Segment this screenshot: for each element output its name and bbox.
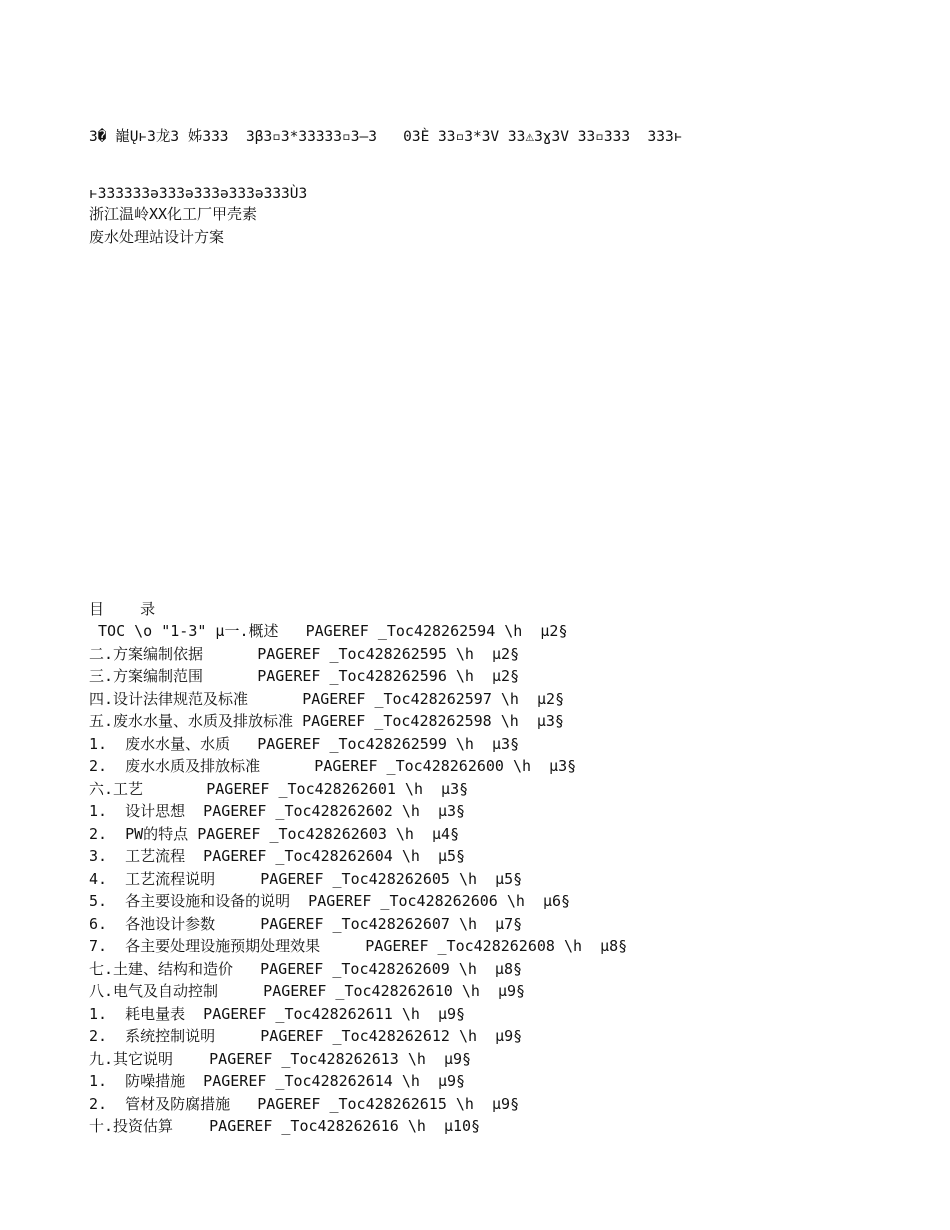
toc-entry: 2. 管材及防腐措施 PAGEREF _Toc428262615 \h µ9§ (89, 1094, 520, 1113)
toc-entry: 1. 废水水量、水质 PAGEREF _Toc428262599 \h µ3§ (89, 734, 520, 753)
toc-entry: 二.方案编制依据 PAGEREF _Toc428262595 \h µ2§ (89, 644, 520, 663)
toc-entry: 2. PW的特点 PAGEREF _Toc428262603 \h µ4§ (89, 824, 460, 843)
toc-entry: 三.方案编制范围 PAGEREF _Toc428262596 \h µ2§ (89, 667, 520, 685)
toc-entry: TOC \o "1-3" µ一.概述 PAGEREF _Toc428262594 \h µ2§ (89, 622, 568, 640)
toc-entry: 6. 各池设计参数 PAGEREF _Toc428262607 \h µ7§ (89, 914, 523, 933)
toc-entry: 十.投资估算 PAGEREF _Toc428262616 \h µ10§ (89, 1117, 481, 1135)
toc-heading: 目 录 (89, 600, 156, 618)
toc-entry: 四.设计法律规范及标准 PAGEREF _Toc428262597 \h µ2§ (89, 689, 565, 708)
title-line-2: 废水处理站设计方案 (89, 228, 225, 246)
toc-entry: 2. 废水水质及排放标准 PAGEREF _Toc428262600 \h µ3§ (89, 757, 577, 775)
document-title (89, 203, 257, 249)
garbled-line-2: ⱶ333333ə333ə333ə333ə333Ù3 (89, 186, 308, 202)
toc-entry: 1. 设计思想 PAGEREF _Toc428262602 \h µ3§ (89, 802, 466, 820)
garbled-line-1: 3� 巃Ųⱶ3龙3 姊333 3β3▫3*33333▫3‒3 03È 33▫3*3V 33⚠3ɣ3V 33▫333 333ⱶ (89, 129, 683, 145)
toc-entry: 4. 工艺流程说明 PAGEREF _Toc428262605 \h µ5§ (89, 869, 523, 888)
toc-entry: 五.废水水量、水质及排放标准 PAGEREF _Toc428262598 \h µ3§ (89, 712, 564, 730)
toc-entry: 1. 防噪措施 PAGEREF _Toc428262614 \h µ9§ (89, 1072, 466, 1090)
toc-entry: 八.电气及自动控制 PAGEREF _Toc428262610 \h µ9§ (89, 982, 526, 1000)
toc-entry: 7. 各主要处理设施预期处理效果 PAGEREF _Toc428262608 \h µ8§ (89, 937, 628, 955)
toc-entry: 5. 各主要设施和设备的说明 PAGEREF _Toc428262606 \h µ6§ (89, 892, 571, 910)
toc-entry: 九.其它说明 PAGEREF _Toc428262613 \h µ9§ (89, 1049, 472, 1068)
title-line-1: 浙江温岭XX化工厂甲壳素 (89, 205, 258, 223)
toc-entry: 2. 系统控制说明 PAGEREF _Toc428262612 \h µ9§ (89, 1027, 523, 1045)
toc-list (89, 620, 627, 1138)
toc-entry: 六.工艺 PAGEREF _Toc428262601 \h µ3§ (89, 779, 469, 798)
toc-entry: 1. 耗电量表 PAGEREF _Toc428262611 \h µ9§ (89, 1004, 466, 1023)
toc-entry: 七.土建、结构和造价 PAGEREF _Toc428262609 \h µ8§ (89, 959, 523, 978)
toc-entry: 3. 工艺流程 PAGEREF _Toc428262604 \h µ5§ (89, 847, 466, 865)
